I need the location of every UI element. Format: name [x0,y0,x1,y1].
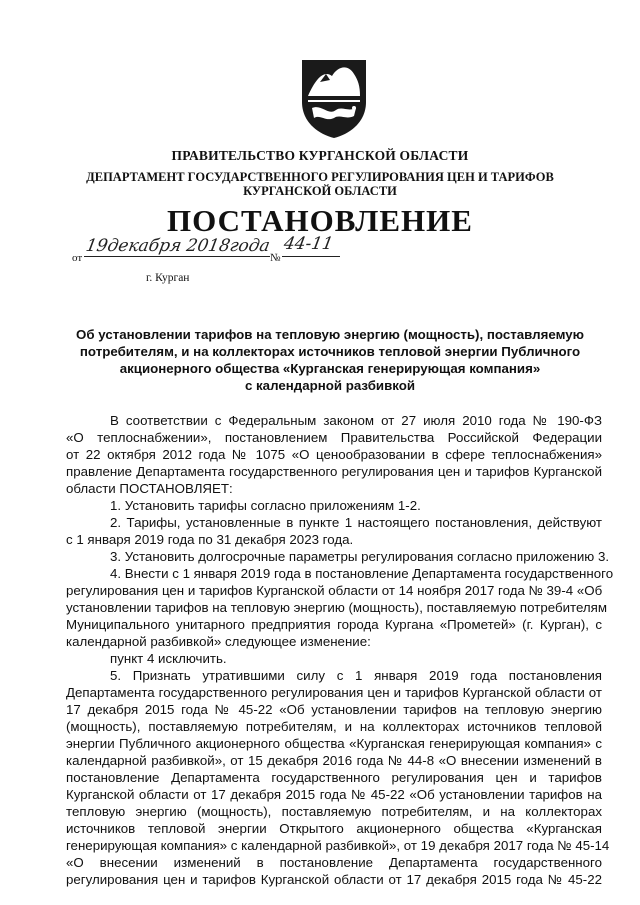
number-sign: № [270,252,281,264]
dateline [72,234,392,270]
body-line: В соответствии с Федеральным законом от 27 июля 2010 года № 190-ФЗ [110,413,602,428]
document-title: ПОСТАНОВЛЕНИЕ [167,203,473,238]
body-line: тепловую энергию (мощность), поставляемую потребителям, и на коллекторах [66,804,602,819]
body-line: регулирования цен и тарифов Курганской области от 14 ноября 2017 года № 39-4 «Об [66,583,603,598]
department-name-line1: ДЕПАРТАМЕНТ ГОСУДАРСТВЕННОГО РЕГУЛИРОВАНИЯ ЦЕН И ТАРИФОВ [86,170,554,184]
body-line: источников тепловой энергии Открытого акционерного общества «Курганская [66,821,602,836]
body-line: Курганской области от 17 декабря 2015 года № 45-22 «Об установлении тарифов на [66,787,602,802]
document-body [66,412,614,888]
subject-line: Об установлении тарифов на тепловую энергию (мощность), поставляемую [76,327,584,342]
subject-line: с календарной разбивкой [244,378,416,393]
body-line: 4. Внести с 1 января 2019 года в постановление Департамента государственного [110,566,614,581]
city-name: г. Курган [146,272,190,284]
body-line: области ПОСТАНОВЛЯЕТ: [66,481,233,496]
handwritten-date: 19декабря 2018года [84,236,272,256]
handwritten-number: 44-11 [282,234,335,254]
body-line: Департамента государственного регулирования цен и тарифов Курганской области от [66,685,602,700]
body-line: (мощность), поставляемую потребителям, и на коллекторах источников тепловой [66,719,602,734]
body-line: 17 декабря 2015 года № 45-22 «Об установлении тарифов на тепловую энергию [66,702,602,717]
coat-of-arms-emblem [298,56,370,140]
body-line: генерирующая компания» с календарной разбивкой», от 19 декабря 2017 года № 45-14 [66,838,610,853]
body-line: регулирования цен и тарифов Курганской области от 17 декабря 2015 года № 45-22 [66,872,602,887]
body-line: постановление Департамента государственного регулирования цен и тарифов [66,770,602,785]
body-line: правление Департамента государственного регулирования цен и тарифов Курганской [66,464,602,479]
body-line: 1. Установить тарифы согласно приложениям 1-2. [110,498,421,513]
body-line: «О внесении изменений в постановление Департамента государственного [66,855,602,870]
subject-line: акционерного общества «Курганская генерирующая компания» [119,361,541,376]
body-line: «О теплоснабжении», постановлением Правительства Российской Федерации [66,430,602,445]
government-name: ПРАВИТЕЛЬСТВО КУРГАНСКОЙ ОБЛАСТИ [171,148,469,163]
date-prefix: от [72,252,83,264]
body-line: календарной разбивкой», от 15 декабря 2016 года № 44-8 «О внесении изменений в [66,753,602,768]
body-line: 5. Признать утратившими силу с 1 января 2019 года постановления [110,668,602,683]
body-line: установлении тарифов на тепловую энергию (мощность), поставляемую потребителям [66,600,607,615]
body-line: энергии Публичного акционерного общества «Курганская генерирующая компания» с [66,736,602,751]
body-line: с 1 января 2019 года по 31 декабря 2023 года. [66,532,354,547]
document-subject [60,326,600,394]
body-line: пункт 4 исключить. [110,651,227,666]
number-underline [282,256,340,257]
body-line: 2. Тарифы, установленные в пункте 1 настоящего постановления, действуют [110,515,602,530]
date-underline [84,256,270,257]
department-name-line2: КУРГАНСКОЙ ОБЛАСТИ [243,184,397,198]
body-line: от 22 октября 2012 года № 1075 «О ценообразовании в сфере теплоснабжения» [66,447,602,462]
body-line: календарной разбивкой» следующее изменение: [66,634,371,649]
subject-line: потребителям, и на коллекторах источников тепловой энергии Публичного [79,344,581,359]
body-line: Муниципального унитарного предприятия города Кургана «Прометей» (г. Курган), с [66,617,602,632]
body-line: 3. Установить долгосрочные параметры регулирования согласно приложению 3. [110,549,610,564]
